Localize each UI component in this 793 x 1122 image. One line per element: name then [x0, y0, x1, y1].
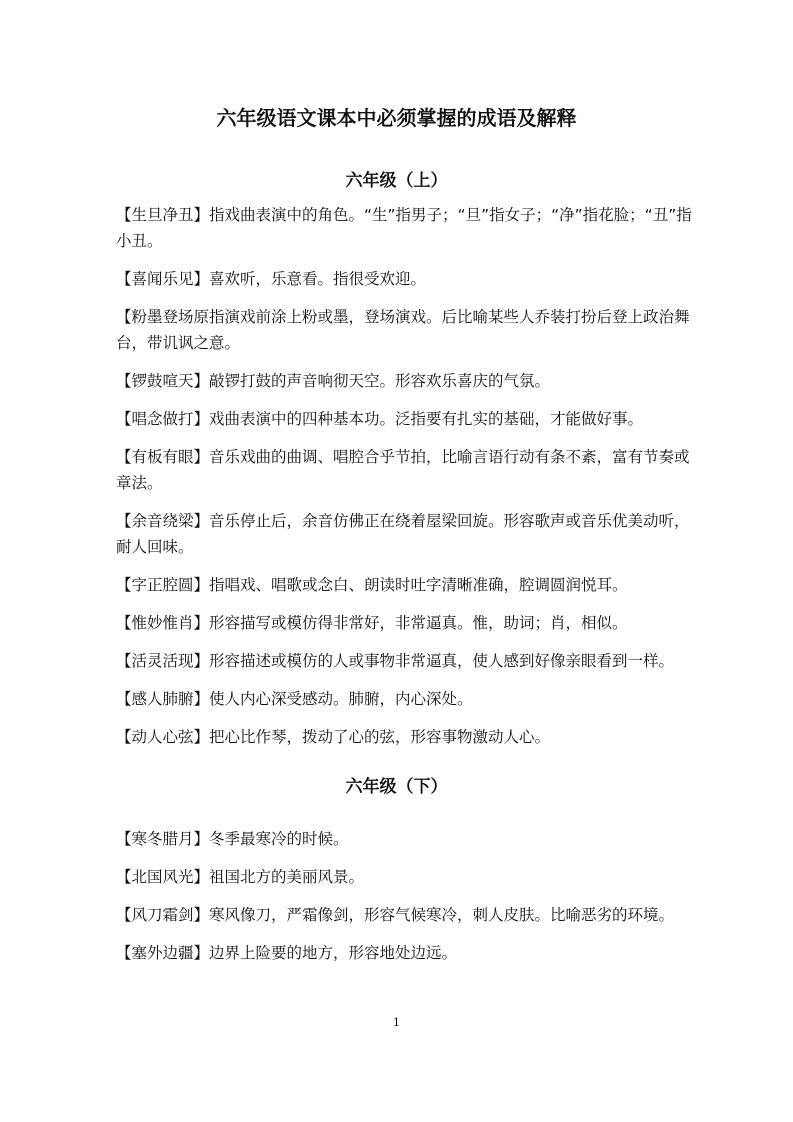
section-heading-upper: 六年级（上） [345, 171, 448, 191]
idiom-entry: 【感人肺腑】使人内心深受感动。肺腑，内心深处。 [116, 690, 473, 708]
idiom-list-upper [116, 202, 696, 750]
page-number: 1 [393, 1016, 400, 1029]
idiom-entry: 【惟妙惟肖】形容描写或模仿得非常好，非常逼真。惟，助词；肖，相似。 [116, 614, 628, 632]
idiom-list-lower [116, 826, 696, 966]
idiom-entry: 【动人心弦】把心比作琴，拨动了心的弦，形容事物激动人心。 [116, 728, 551, 746]
idiom-entry: 【塞外边疆】边界上险要的地方，形容地处边远。 [116, 944, 458, 962]
document-title: 六年级语文课本中必须掌握的成语及解释 [216, 106, 577, 130]
idiom-entry: 【粉墨登场原指演戏前涂上粉或墨，登场演戏。后比喻某些人乔装打扮后登上政治舞台，带讥讽之意。 [116, 308, 690, 352]
idiom-entry: 【锣鼓喧天】敲锣打鼓的声音响彻天空。形容欢乐喜庆的气氛。 [116, 372, 551, 390]
idiom-entry: 【字正腔圆】指唱戏、唱歌或念白、朗读时吐字清晰准确，腔调圆润悦耳。 [116, 576, 628, 594]
idiom-entry: 【喜闻乐见】喜欢听，乐意看。指很受欢迎。 [116, 270, 427, 288]
idiom-entry: 【唱念做打】戏曲表演中的四种基本功。泛指要有扎实的基础，才能做好事。 [116, 410, 644, 428]
idiom-entry: 【寒冬腊月】冬季最寒冷的时候。 [116, 830, 349, 848]
idiom-entry: 【生旦净丑】指戏曲表演中的角色。“生”指男子；“旦”指女子；“净”指花脸；“丑”指小丑。 [116, 206, 692, 250]
idiom-entry: 【活灵活现】形容描述或模仿的人或事物非常逼真，使人感到好像亲眼看到一样。 [116, 652, 675, 670]
idiom-entry: 【余音绕梁】音乐停止后，余音仿佛正在绕着屋梁回旋。形容歌声或音乐优美动听，耐人回味。 [116, 512, 690, 556]
section-heading-lower: 六年级（下） [345, 777, 448, 797]
idiom-entry: 【风刀霜剑】寒风像刀，严霜像剑，形容气候寒冷，刺人皮肤。比喻恶劣的环境。 [116, 906, 675, 924]
idiom-entry: 【北国风光】祖国北方的美丽风景。 [116, 868, 365, 886]
idiom-entry: 【有板有眼】音乐戏曲的曲调、唱腔合乎节拍，比喻言语行动有条不紊，富有节奏或章法。 [116, 448, 690, 492]
